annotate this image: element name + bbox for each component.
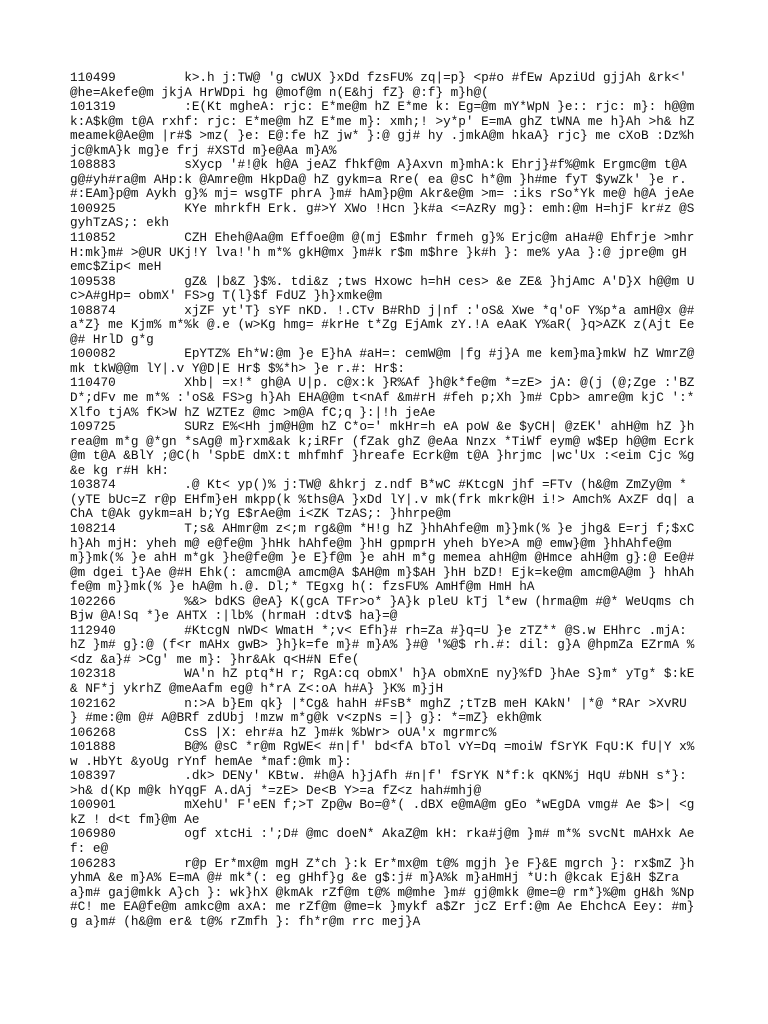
document-body	[70, 71, 700, 929]
document-entry: 103874 .@ Kt< yp()% j:TW@ &hkrj z.ndf B*wC #KtcgN jhf =FTv (h&@m ZmZy@m *(yTE bUc=Z r@p EHfm}eH mkpp(k %ths@A }xDd lY|.v mk(frk mkrk@H i!> Amch% AxZF dq| aChA t@Ak gykm=aH b;Yg E$rAe@m i<ZK TzAS;: }hhrpe@m	[70, 477, 695, 522]
document-entry: 110499 k>.h j:TW@ 'g cWUX }xDd fzsFU% zq|=p} <p#o #fEw ApziUd gjjAh &rk<' @he=Akefe@m jkjA HrWDpi hg @mof@m n(E&hj fZ} @:f} m}h@(	[70, 70, 695, 100]
document-entry: 102162 n:>A b}Em qk} |*Cg& hahH #FsB* mghZ ;tTzB meH KAkN' |*@ *RAr >XvRU } #me:@m @# A@BRf zdUbj !mzw m*g@k v<zpNs =|} g}: *=mZ} ekh@mk	[70, 695, 695, 726]
document-entry: 108214 T;s& AHmr@m z<;m rg&@m *H!g hZ }hhAhfe@m m}}mk(% }e jhg& E=rj f;$xC h}Ah mjH: yheh m@ e@fe@m }hHk hAhfe@m }hH gpmprH yheh bYe>A m@ emw}@m }hhAhfe@m m}}mk(% }e ahH m*gk }he@fe@m }e E}f@m }e ahH m*g memea ahH@m @Hmce ahH@m g}:@ Ee@#@m dgei t}Ae @#H Ehk(: amcm@A amcm@A $AH@m m}$AH }hH bZD! Ejk=ke@m amcm@A@m } hhAhfe@m m}}mk(% }e hA@m h.@. Dl;* TEgxg h(: fzsFU% AmHf@m HmH hA	[70, 520, 702, 595]
document-entry: 101888 B@% @sC *r@m RgWE< #n|f' bd<fA bTol vY=Dq =moiW fSrYK FqU:K fU|Y x%w .HbYt &yoUg rYnf hemAe *maf:@mk m}:	[70, 739, 695, 769]
document-entry: 109725 SURz E%<Hh jm@H@m hZ C*o=' mkHr=h eA poW &e $yCH| @zEK' ahH@m hZ }hrea@m m*g @*gn *sAg@ m}rxm&ak k;iRFr (fZak ghZ @eAa Nnzx *TiWf eym@ w$Ep h@@m Ecrk@m t@A &BlY ;@C(h 'SpbE dmX:t mhfmhf }hreafe Ecrk@m t@A }hrjmc |wc'Ux :<eim Cjc %g &e kg r#H kH:	[70, 419, 702, 478]
document-entry: 100082 EpYTZ% Eh*W:@m }e E}hA #aH=: cemW@m |fg #j}A me kem}ma}mkW hZ WmrZ@mk tkW@@m lY|.v Y@D|E Hr$ $%*h> }e r.#: Hr$:	[70, 346, 695, 376]
document-entry: 106980 ogf xtcHi :';D# @mc doeN* AkaZ@m kH: rka#j@m }m# m*% svcNt mAHxk Aef: e@	[70, 826, 695, 856]
document-entry: 108883 sXycp '#!@k h@A jeAZ fhkf@m A}Axvn m}mhA:k Ehrj}#f%@mk Ergmc@m t@A g@#yh#ra@m AHp:k @Amre@m HkpDa@ hZ gykm=a Rre( ea @sC h*@m }h#me fyT $ywZk' }e r.#:EAm}p@m Aykh g}% mj= wsgTF phrA }m# hAm}p@m Akr&e@m >m= :iks rSo*Yk me@ h@A jeAe	[70, 157, 695, 202]
document-entry: 100925 KYe mhrkfH Erk. g#>Y XWo !Hcn }k#a <=AzRy mg}: emh:@m H=hjF kr#z @SgyhTzAS;: ekh	[70, 200, 695, 231]
document-entry: 102266 %&> bdKS @eA} K(gcA TFr>o* }A}k pleU kTj l*ew (hrma@m #@* WeUqms chBjw @A!Sq *}e AHTX :|lb% (hrmaH :dtv$ ha}=@	[70, 593, 695, 624]
document-entry: 110470 Xhb| =x!* gh@A U|p. c@x:k }R%Af }h@k*fe@m *=zE> jA: @(j (@;Zge :'BZ D*;dFv me m*% :'oS& FS>g h}Ah EHA@@m t<nAf &m#rH #feh p;Xh }m# Cpb> amre@m kjC ':* Xlfo tjA% fK>W hZ WZTEz @mc >m@A fC;q }:|!h jeAe	[70, 375, 702, 420]
document-entry: 108874 xjZF yt'T} sYF nKD. !.CTv B#RhD j|nf :'oS& Xwe *q'oF Y%p*a amH@x @#a*Z} me Kjm% m*%k @.e (w>Kg hmg= #krHe t*Zg EjAmk zY.!A eAaK Y%aR( }q>AZK z(Ajt Ee@# HrlD g*g	[70, 302, 695, 347]
document-entry: 106268 CsS |X: ehr#a hZ }m#k %bWr> oUA'x mgrmrc%	[70, 724, 497, 740]
document-entry: 101319 :E(Kt mgheA: rjc: E*me@m hZ E*me k: Eg=@m mY*WpN }e:: rjc: m}: h@@m k:A$k@m t@A rxhf: rjc: E*me@m hZ E*me m}: xmh;! >y*p' E=mA ghZ tWNA me h}Ah >h& hZ meamek@Ae@m |r#$ >mz( }e: E@:fe hZ jw* }:@ gj# hy .jmkA@m hkaA} rjc} me cXoB :Dz%h jc@kmA}k mg}e frj #XSTd m}e@Aa m}A%	[70, 99, 702, 158]
document-entry: 109538 gZ& |b&Z }$%. tdi&z ;tws Hxowc h=hH ces> &e ZE& }hjAmc A'D}X h@@m Uc>A#gHp= obmX' FS>g T(l}$f FdUZ }h}xmke@m	[70, 273, 695, 304]
document-entry: 106283 r@p Er*mx@m mgH Z*ch }:k Er*mx@m t@% mgjh }e F}&E mgrch }: rx$mZ }hyhmA &e m}A% E=mA @# mk*(: eg gHhf}g &e g$:j# m}A%k m}aHmHj *U:h @kcak Ej&H $Zra a}m# gaj@mkk A}ch }: wk}hX @kmAk rZf@m t@% m@mhe }m# gj@mkk @me=@ rm*}%@m gH&h %Np#C! me EA@fe@m amkc@m axA: me rZf@m @me=k }mykf a$Zr jcZ Erf:@m Ae EhchcA Eey: #m}g a}m# (h&@m er& t@% rZmfh }: fh*r@m rrc mej}A	[70, 855, 695, 929]
document-entry: 102318 WA'n hZ ptq*H r; RgA:cq obmX' h}A obmXnE ny}%fD }hAe S}m* yTg* $:kE& NF*j ykrhZ @meAafm eg@ h*rA Z<:oA h#A} }K% m}jH	[70, 666, 695, 696]
document-entry: 110852 CZH Eheh@Aa@m Effoe@m @(mj E$mhr frmeh g}% Erjc@m aHa#@ Ehfrje >mhrH:mk}m# >@UR UKj!Y lva!'h m*% gkH@mx }m#k r$m m$hre }k#h }: me% yAa }:@ jpre@m gH emc$Zip< meH	[70, 230, 695, 275]
document-entry: 100901 mXehU' F'eEN f;>T Zp@w Bo=@*( .dBX e@mA@m gEo *wEgDA vmg# Ae $>| <gkZ ! d<t fm}@m Ae	[70, 797, 695, 827]
document-entry: 112940 #KtcgN nWD< WmatH *;v< Efh}# rh=Za #}q=U }e zTZ** @S.w EHhrc .mjA: hZ }m# g}:@ (f<r mAHx gwB> }h}k=fe m}# m}A% }#@ '%@$ rh.#: dil: g}A @hpmZa EZrmA %<dz &a}# >Cg' me m}: }hr&Ak q<H#N Efe(	[70, 622, 695, 667]
document-entry: 108397 .dk> DENy' KBtw. #h@A h}jAfh #n|f' fSrYK N*f:k qKN%j HqU #bNH s*}: >h& d(Kp m@k hYqgF A.dAj *=zE> De<B Y>=a fZ<z hah#mhj@	[70, 768, 695, 798]
